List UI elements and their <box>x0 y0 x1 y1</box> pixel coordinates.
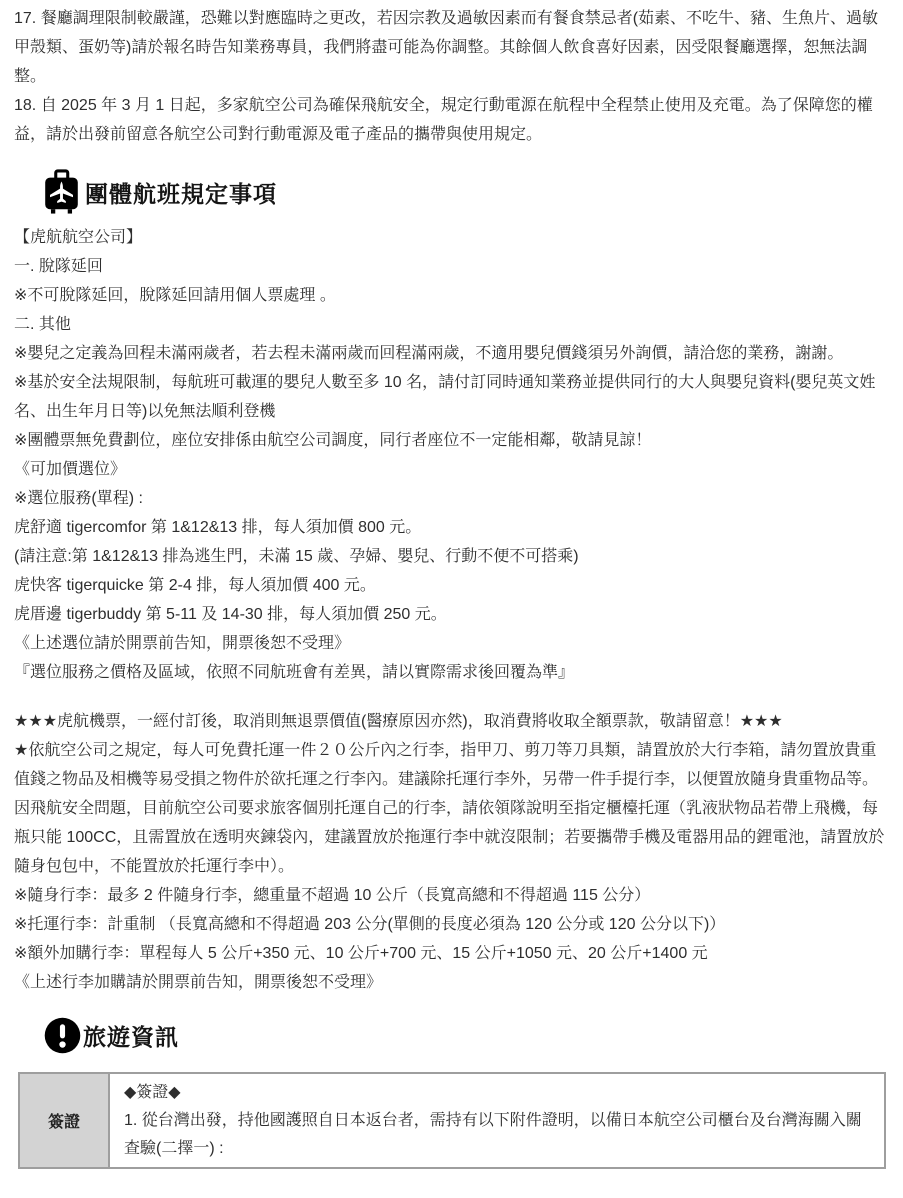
rule-paragraph: 『選位服務之價格及區域，依照不同航班會有差異，請以實際需求後回覆為準』 <box>14 664 575 681</box>
luggage-airplane-icon <box>44 169 79 215</box>
rule-paragraph: 【虎航航空公司】 <box>14 229 143 246</box>
rule-paragraph: 《上述選位請於開票前告知，開票後恕不受理》 <box>14 635 351 652</box>
rule-paragraph: ※基於安全法規限制，每航班可載運的嬰兒人數至多 10 名，請付訂同時通知業務並提供同行的大人與嬰兒資料(嬰兒英文姓名、出生年月日等)以免無法順利登機 <box>14 374 876 420</box>
rule-paragraph: 虎厝邊 tigerbuddy 第 5-11 及 14-30 排，每人須加價 250 元。 <box>14 606 447 623</box>
baggage-paragraph: ★★★虎航機票，一經付訂後，取消則無退票價值(醫療原因亦然)，取消費將收取全額票款，敬請留意！★★★ <box>14 713 783 730</box>
travel-info-header <box>44 1017 887 1054</box>
group-flight-header <box>44 169 887 215</box>
baggage-paragraph: 《上述行李加購請於開票前告知，開票後恕不受理》 <box>14 974 383 991</box>
visa-row-label: 簽證 <box>19 1073 109 1168</box>
rule-paragraph: 二. 其他 <box>14 316 71 333</box>
rule-paragraph: ※不可脫隊延回，脫隊延回請用個人票處理 。 <box>14 287 336 304</box>
baggage-paragraph: ※額外加購行李：單程每人 5 公斤+350 元、10 公斤+700 元、15 公斤+1050 元、20 公斤+1400 元 <box>14 945 708 962</box>
exclamation-circle-icon <box>44 1017 81 1054</box>
baggage-paragraph: ※托運行李：計重制 （長寬高總和不得超過 203 公分(單側的長度必須為 120 公分或 120 公分以下)） <box>14 916 726 933</box>
travel-info-title: 旅遊資訊 <box>83 1024 179 1050</box>
visa-content-text: 1. 從台灣出發，持他國護照自日本返台者，需持有以下附件證明，以備日本航空公司櫃台及台灣海關入關查驗(二擇一) : <box>124 1112 862 1157</box>
baggage-rules <box>14 707 887 997</box>
table-row-visa <box>19 1073 885 1168</box>
rule-paragraph: 虎舒適 tigercomfor 第 1&12&13 排，每人須加價 800 元。 <box>14 519 422 536</box>
rule-paragraph: 虎快客 tigerquicke 第 2-4 排，每人須加價 400 元。 <box>14 577 376 594</box>
group-flight-title: 團體航班規定事項 <box>85 180 277 207</box>
travel-info-table <box>18 1072 886 1169</box>
visa-content-heading: ◆簽證◆ <box>124 1084 181 1101</box>
rule-paragraph: (請注意:第 1&12&13 排為逃生門，未滿 15 歲、孕婦、嬰兒、行動不便不可搭乘) <box>14 548 579 565</box>
note-paragraph: 17. 餐廳調理限制較嚴謹，恐難以對應臨時之更改，若因宗教及過敏因素而有餐食禁忌者(茹素、不吃牛、豬、生魚片、過敏甲殼類、蛋奶等)請於報名時告知業務專員，我們將盡可能為你調整。其餘個人飲食喜好因素，因受限餐廳選擇，恕無法調整。 <box>14 10 879 85</box>
baggage-paragraph: ※隨身行李：最多 2 件隨身行李，總重量不超過 10 公斤（長寬高總和不得超過 115 公分） <box>14 887 651 904</box>
rule-paragraph: ※選位服務(單程) : <box>14 490 143 507</box>
visa-row-content <box>109 1073 885 1168</box>
intro-notes <box>14 4 887 149</box>
group-flight-rules <box>14 223 887 687</box>
rule-paragraph: ※團體票無免費劃位，座位安排係由航空公司調度，同行者座位不一定能相鄰，敬請見諒！ <box>14 432 652 449</box>
note-paragraph: 18. 自 2025 年 3 月 1 日起，多家航空公司為確保飛航安全，規定行動電源在航程中全程禁止使用及充電。為了保障您的權益，請於出發前留意各航空公司對行動電源及電子產品的攜帶與使用規定。 <box>14 97 873 143</box>
baggage-paragraph: ★依航空公司之規定，每人可免費托運一件２０公斤內之行李，指甲刀、剪刀等刀具類，請置放於大行李箱，請勿置放貴重值錢之物品及相機等易受損之物件於欲托運之行李內。建議除托運行李外，另帶一件手提行李，以便置放隨身貴重物品等。因飛航安全問題，目前航空公司要求旅客個別托運自己的行李，請依領隊說明至指定櫃檯托運（乳液狀物品若帶上飛機，每瓶只能 100CC，且需置放在透明夾鍊袋內，建議置放於拖運行李中就沒限制；若要攜帶手機及電器用品的鋰電池，請置放於隨身包包中，不能置放於托運行李中）。 <box>14 742 885 875</box>
rule-paragraph: ※嬰兒之定義為回程未滿兩歲者，若去程未滿兩歲而回程滿兩歲，不適用嬰兒價錢須另外詢價，請洽您的業務，謝謝。 <box>14 345 844 362</box>
rule-paragraph: 一. 脫隊延回 <box>14 258 103 275</box>
rule-paragraph: 《可加價選位》 <box>14 461 127 478</box>
